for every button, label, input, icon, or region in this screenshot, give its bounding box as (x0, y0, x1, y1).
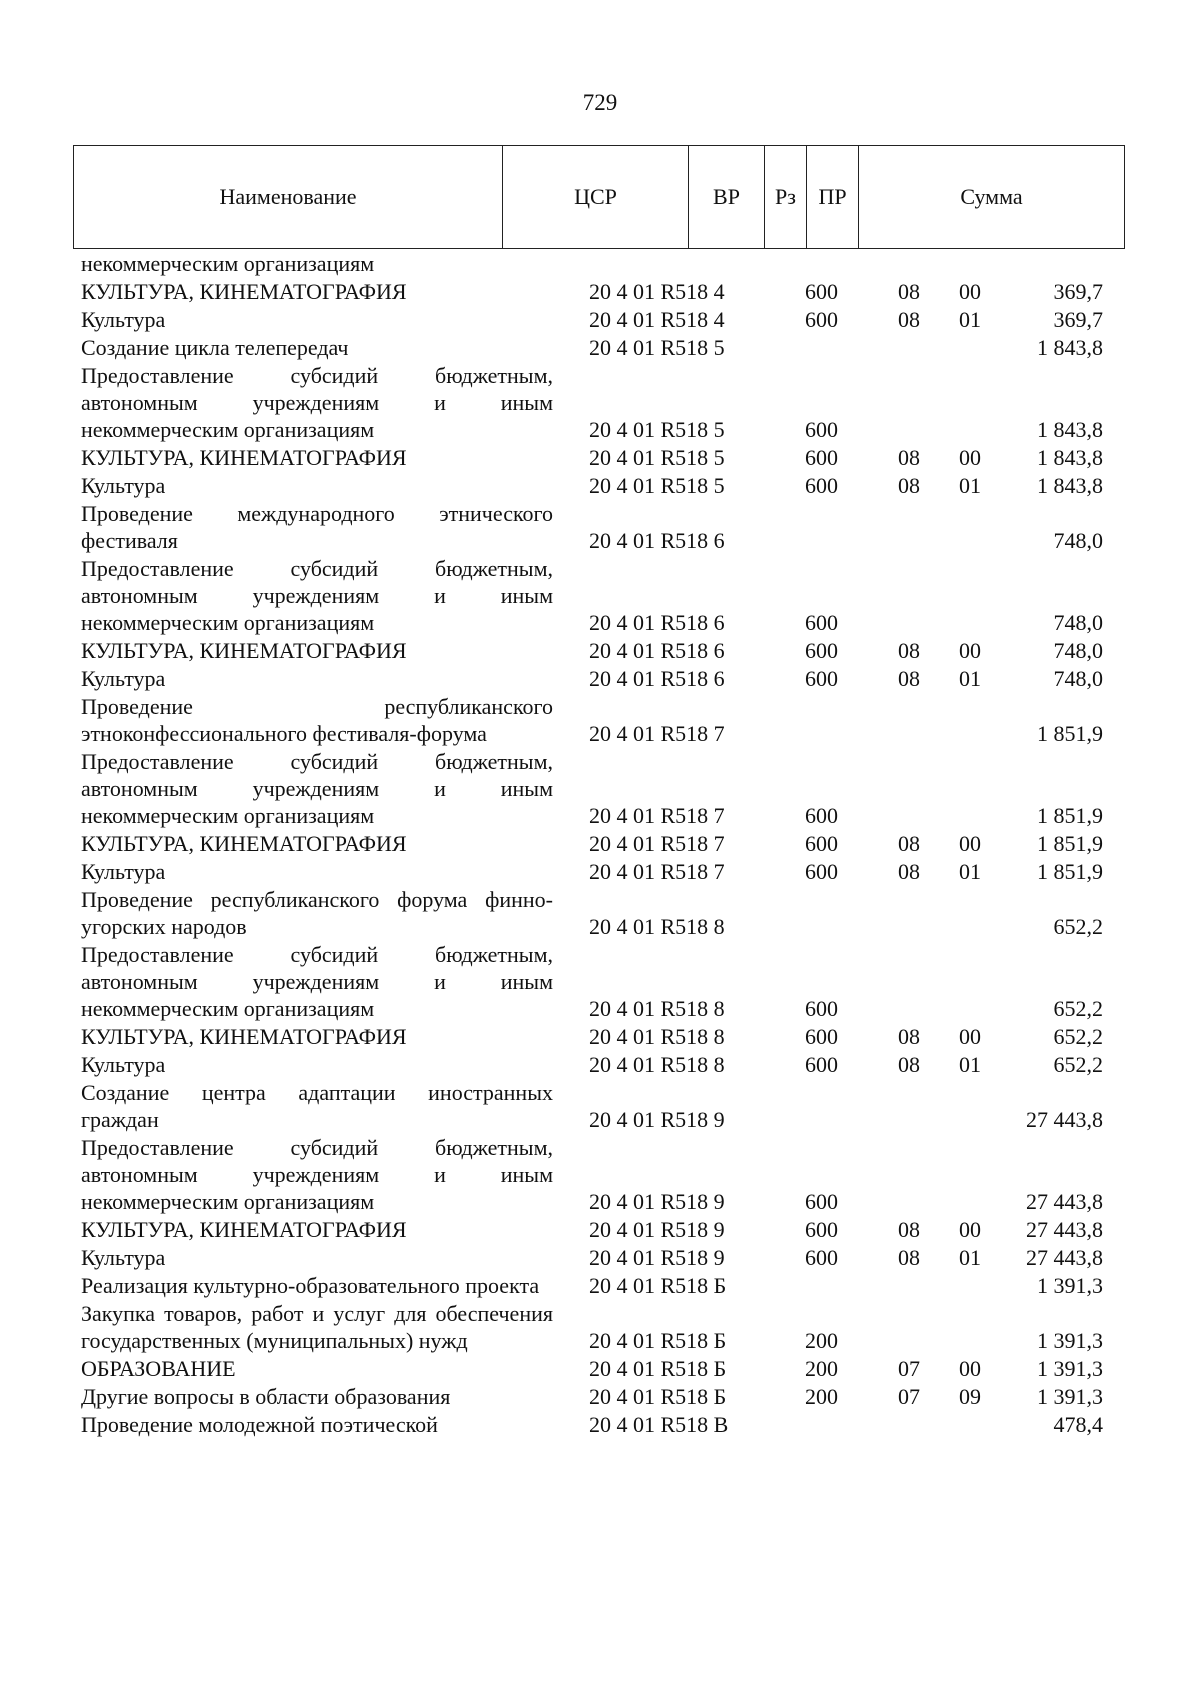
row-csr: 20 4 01 R518 9 (589, 1107, 725, 1132)
page-number: 729 (582, 90, 618, 115)
row-sum: 369,7 (1053, 279, 1103, 304)
row-rz: 08 (898, 1217, 920, 1242)
row-pr: 00 (959, 1356, 981, 1381)
row-csr: 20 4 01 R518 9 (589, 1189, 725, 1214)
table-row (73, 1078, 1125, 1133)
row-pr: 00 (959, 1217, 981, 1242)
row-rz: 08 (898, 307, 920, 332)
row-name (73, 1050, 563, 1078)
row-sum: 1 851,9 (1037, 803, 1103, 828)
row-csr: 20 4 01 R518 6 (589, 528, 725, 553)
table-row (73, 940, 1125, 1022)
row-sum: 369,7 (1053, 307, 1103, 332)
row-name-text: Культура (81, 307, 166, 332)
row-vr (785, 499, 885, 554)
row-name-text: КУЛЬТУРА, КИНЕМАТОГРАФИЯ (81, 1217, 407, 1242)
row-csr: 20 4 01 R518 9 (589, 1217, 725, 1242)
row-sum: 27 443,8 (1026, 1189, 1103, 1214)
row-name (73, 829, 563, 857)
row-sum: 748,0 (1053, 610, 1103, 635)
row-vr (785, 333, 885, 361)
row-name-text: Культура (81, 859, 166, 884)
row-name (73, 1354, 563, 1382)
row-csr: 20 4 01 R518 6 (589, 666, 725, 691)
row-name-text: Культура (81, 666, 166, 691)
row-csr: 20 4 01 R518 7 (589, 831, 725, 856)
row-pr (953, 499, 1007, 554)
row-rz: 08 (898, 1245, 920, 1270)
row-name (73, 1299, 563, 1354)
row-csr: 20 4 01 R518 8 (589, 1052, 725, 1077)
row-name (73, 249, 563, 277)
row-vr (785, 885, 885, 940)
table-row (73, 1215, 1125, 1243)
table-row (73, 1382, 1125, 1410)
row-rz: 08 (898, 666, 920, 691)
row-pr: 01 (959, 1052, 981, 1077)
header-name: Наименование (74, 146, 503, 249)
row-sum: 478,4 (1053, 1412, 1103, 1437)
table-row (73, 361, 1125, 443)
row-rz: 07 (898, 1384, 920, 1409)
row-rz (885, 333, 953, 361)
row-sum: 27 443,8 (1026, 1245, 1103, 1270)
row-sum: 1 843,8 (1037, 445, 1103, 470)
row-rz (885, 554, 953, 636)
row-csr: 20 4 01 R518 4 (589, 279, 725, 304)
row-rz (885, 885, 953, 940)
row-name-text: Реализация культурно-образовательного проекта (81, 1273, 540, 1298)
row-name (73, 1243, 563, 1271)
row-name-text: КУЛЬТУРА, КИНЕМАТОГРАФИЯ (81, 1024, 407, 1049)
row-pr: 01 (959, 1245, 981, 1270)
row-name (73, 1215, 563, 1243)
row-name (73, 305, 563, 333)
row-name-text: Другие вопросы в области образования (81, 1384, 451, 1409)
row-pr: 00 (959, 1024, 981, 1049)
row-name-text: КУЛЬТУРА, КИНЕМАТОГРАФИЯ (81, 279, 407, 304)
row-sum: 748,0 (1053, 638, 1103, 663)
row-name (73, 857, 563, 885)
row-vr: 200 (805, 1384, 838, 1409)
table-row (73, 333, 1125, 361)
header-vr: ВР (689, 146, 765, 249)
row-vr: 600 (805, 279, 838, 304)
table-row (73, 471, 1125, 499)
table-row (73, 1271, 1125, 1299)
row-csr: 20 4 01 R518 9 (589, 1245, 725, 1270)
table-row (73, 277, 1125, 305)
row-pr (953, 1410, 1007, 1438)
row-sum (1007, 249, 1125, 277)
row-pr (953, 1271, 1007, 1299)
row-csr: 20 4 01 R518 8 (589, 996, 725, 1021)
table-row (73, 443, 1125, 471)
row-csr: 20 4 01 R518 6 (589, 610, 725, 635)
row-name-text: Закупка товаров, работ и услуг для обеспечения государственных (муниципальных) нужд (81, 1301, 553, 1353)
row-name (73, 554, 563, 636)
row-vr: 600 (805, 445, 838, 470)
table-row (73, 885, 1125, 940)
row-sum: 1 851,9 (1037, 721, 1103, 746)
row-name (73, 885, 563, 940)
row-pr (953, 692, 1007, 747)
row-vr: 600 (805, 610, 838, 635)
row-name-text: Проведение республиканского этноконфессионального фестиваля-форума (81, 694, 553, 746)
row-sum: 652,2 (1053, 914, 1103, 939)
row-pr: 09 (959, 1384, 981, 1409)
row-rz: 07 (898, 1356, 920, 1381)
row-rz: 08 (898, 279, 920, 304)
row-rz: 08 (898, 1024, 920, 1049)
row-rz: 08 (898, 638, 920, 663)
row-vr: 600 (805, 1217, 838, 1242)
row-rz: 08 (898, 445, 920, 470)
row-sum: 1 391,3 (1037, 1384, 1103, 1409)
row-sum: 1 843,8 (1037, 417, 1103, 442)
row-pr (953, 1078, 1007, 1133)
row-rz (885, 940, 953, 1022)
row-csr: 20 4 01 R518 Б (589, 1356, 727, 1381)
row-vr: 600 (805, 1245, 838, 1270)
row-vr: 600 (805, 417, 838, 442)
row-csr: 20 4 01 R518 7 (589, 803, 725, 828)
row-csr: 20 4 01 R518 7 (589, 859, 725, 884)
row-pr (953, 1299, 1007, 1354)
row-name-text: Предоставление субсидий бюджетным, автономным учреждениям и иным некоммерческим организациям (81, 363, 553, 442)
row-pr (953, 249, 1007, 277)
table-rows (73, 249, 1125, 1438)
row-rz (885, 692, 953, 747)
row-csr: 20 4 01 R518 8 (589, 1024, 725, 1049)
row-name (73, 443, 563, 471)
row-pr (953, 333, 1007, 361)
row-name-text: Проведение республиканского форума финно-угорских народов (81, 887, 553, 939)
row-pr: 01 (959, 307, 981, 332)
row-name-text: Предоставление субсидий бюджетным, автономным учреждениям и иным некоммерческим организациям (81, 749, 553, 828)
row-csr: 20 4 01 R518 5 (589, 445, 725, 470)
header-rz: Рз (765, 146, 807, 249)
row-rz (885, 249, 953, 277)
row-rz (885, 1271, 953, 1299)
row-csr (563, 249, 785, 277)
row-name-text: Предоставление субсидий бюджетным, автономным учреждениям и иным некоммерческим организациям (81, 942, 553, 1021)
row-vr: 200 (805, 1328, 838, 1353)
table-row (73, 1299, 1125, 1354)
row-csr: 20 4 01 R518 7 (589, 721, 725, 746)
row-sum: 1 851,9 (1037, 859, 1103, 884)
row-vr (785, 1410, 885, 1438)
table-row (73, 1243, 1125, 1271)
row-name (73, 1271, 563, 1299)
row-name (73, 692, 563, 747)
row-name-text: некоммерческим организациям (81, 251, 375, 276)
row-sum: 1 391,3 (1037, 1328, 1103, 1353)
row-pr (953, 554, 1007, 636)
row-rz (885, 499, 953, 554)
table-row (73, 554, 1125, 636)
row-name-text: КУЛЬТУРА, КИНЕМАТОГРАФИЯ (81, 638, 407, 663)
table-row (73, 1050, 1125, 1078)
row-name-text: КУЛЬТУРА, КИНЕМАТОГРАФИЯ (81, 831, 407, 856)
row-csr: 20 4 01 R518 Б (589, 1273, 727, 1298)
row-pr: 01 (959, 859, 981, 884)
table-row (73, 829, 1125, 857)
row-pr (953, 940, 1007, 1022)
row-name (73, 471, 563, 499)
row-pr: 00 (959, 638, 981, 663)
row-name-text: Создание центра адаптации иностранных граждан (81, 1080, 553, 1132)
row-sum: 748,0 (1053, 666, 1103, 691)
header-pr: ПР (807, 146, 859, 249)
row-vr: 600 (805, 638, 838, 663)
row-name-text: Проведение международного этнического фестиваля (81, 501, 553, 553)
row-vr: 600 (805, 831, 838, 856)
row-rz (885, 1410, 953, 1438)
row-csr: 20 4 01 R518 5 (589, 473, 725, 498)
row-name-text: КУЛЬТУРА, КИНЕМАТОГРАФИЯ (81, 445, 407, 470)
row-rz: 08 (898, 1052, 920, 1077)
row-sum: 652,2 (1053, 996, 1103, 1021)
row-vr: 600 (805, 473, 838, 498)
row-vr (785, 249, 885, 277)
row-vr: 600 (805, 803, 838, 828)
header-sum: Сумма (859, 146, 1125, 249)
row-name (73, 1410, 563, 1438)
row-rz (885, 1133, 953, 1215)
row-pr (953, 885, 1007, 940)
row-name (73, 1382, 563, 1410)
row-pr (953, 361, 1007, 443)
table-row (73, 692, 1125, 747)
row-name-text: Предоставление субсидий бюджетным, автономным учреждениям и иным некоммерческим организациям (81, 1135, 553, 1214)
row-vr (785, 1271, 885, 1299)
row-sum: 1 843,8 (1037, 473, 1103, 498)
row-name-text: Предоставление субсидий бюджетным, автономным учреждениям и иным некоммерческим организациям (81, 556, 553, 635)
row-csr: 20 4 01 R518 4 (589, 307, 725, 332)
row-sum: 1 843,8 (1037, 335, 1103, 360)
row-name (73, 1022, 563, 1050)
row-sum: 652,2 (1053, 1052, 1103, 1077)
row-sum: 27 443,8 (1026, 1107, 1103, 1132)
row-csr: 20 4 01 R518 Б (589, 1328, 727, 1353)
table-row (73, 857, 1125, 885)
row-sum: 1 851,9 (1037, 831, 1103, 856)
table-row (73, 499, 1125, 554)
budget-table-body (73, 249, 1125, 1438)
row-name-text: Создание цикла телепередач (81, 335, 349, 360)
table-row (73, 1133, 1125, 1215)
row-vr: 200 (805, 1356, 838, 1381)
row-name (73, 333, 563, 361)
row-vr: 600 (805, 1052, 838, 1077)
row-vr: 600 (805, 996, 838, 1021)
row-rz (885, 747, 953, 829)
row-sum: 1 391,3 (1037, 1273, 1103, 1298)
row-name (73, 636, 563, 664)
row-name-text: Культура (81, 473, 166, 498)
row-pr: 00 (959, 445, 981, 470)
row-rz: 08 (898, 831, 920, 856)
row-name (73, 1133, 563, 1215)
row-name (73, 940, 563, 1022)
row-rz (885, 1299, 953, 1354)
row-name (73, 664, 563, 692)
row-pr (953, 747, 1007, 829)
row-vr: 600 (805, 1024, 838, 1049)
row-csr: 20 4 01 R518 Б (589, 1384, 727, 1409)
row-csr: 20 4 01 R518 В (589, 1412, 729, 1437)
table-row (73, 1354, 1125, 1382)
row-vr: 600 (805, 666, 838, 691)
row-pr: 00 (959, 279, 981, 304)
table-header (73, 145, 1125, 249)
row-rz (885, 1078, 953, 1133)
table-row (73, 636, 1125, 664)
row-csr: 20 4 01 R518 8 (589, 914, 725, 939)
row-rz: 08 (898, 859, 920, 884)
row-name (73, 361, 563, 443)
row-name (73, 277, 563, 305)
row-vr (785, 1078, 885, 1133)
row-rz (885, 361, 953, 443)
table-row (73, 747, 1125, 829)
table-row (73, 1410, 1125, 1438)
row-vr (785, 692, 885, 747)
row-sum: 27 443,8 (1026, 1217, 1103, 1242)
row-csr: 20 4 01 R518 6 (589, 638, 725, 663)
row-csr: 20 4 01 R518 5 (589, 335, 725, 360)
row-name (73, 499, 563, 554)
header-csr: ЦСР (503, 146, 689, 249)
row-name-text: Культура (81, 1052, 166, 1077)
row-pr: 01 (959, 473, 981, 498)
row-pr: 01 (959, 666, 981, 691)
row-pr: 00 (959, 831, 981, 856)
row-vr: 600 (805, 1189, 838, 1214)
row-name-text: Культура (81, 1245, 166, 1270)
table-row (73, 249, 1125, 277)
row-name (73, 747, 563, 829)
row-pr (953, 1133, 1007, 1215)
row-csr: 20 4 01 R518 5 (589, 417, 725, 442)
row-vr: 600 (805, 307, 838, 332)
table-row (73, 1022, 1125, 1050)
table-row (73, 305, 1125, 333)
row-name-text: Проведение молодежной поэтической (81, 1412, 438, 1437)
table-row (73, 664, 1125, 692)
row-sum: 1 391,3 (1037, 1356, 1103, 1381)
row-name-text: ОБРАЗОВАНИЕ (81, 1356, 236, 1381)
row-rz: 08 (898, 473, 920, 498)
row-sum: 748,0 (1053, 528, 1103, 553)
row-vr: 600 (805, 859, 838, 884)
row-sum: 652,2 (1053, 1024, 1103, 1049)
row-name (73, 1078, 563, 1133)
